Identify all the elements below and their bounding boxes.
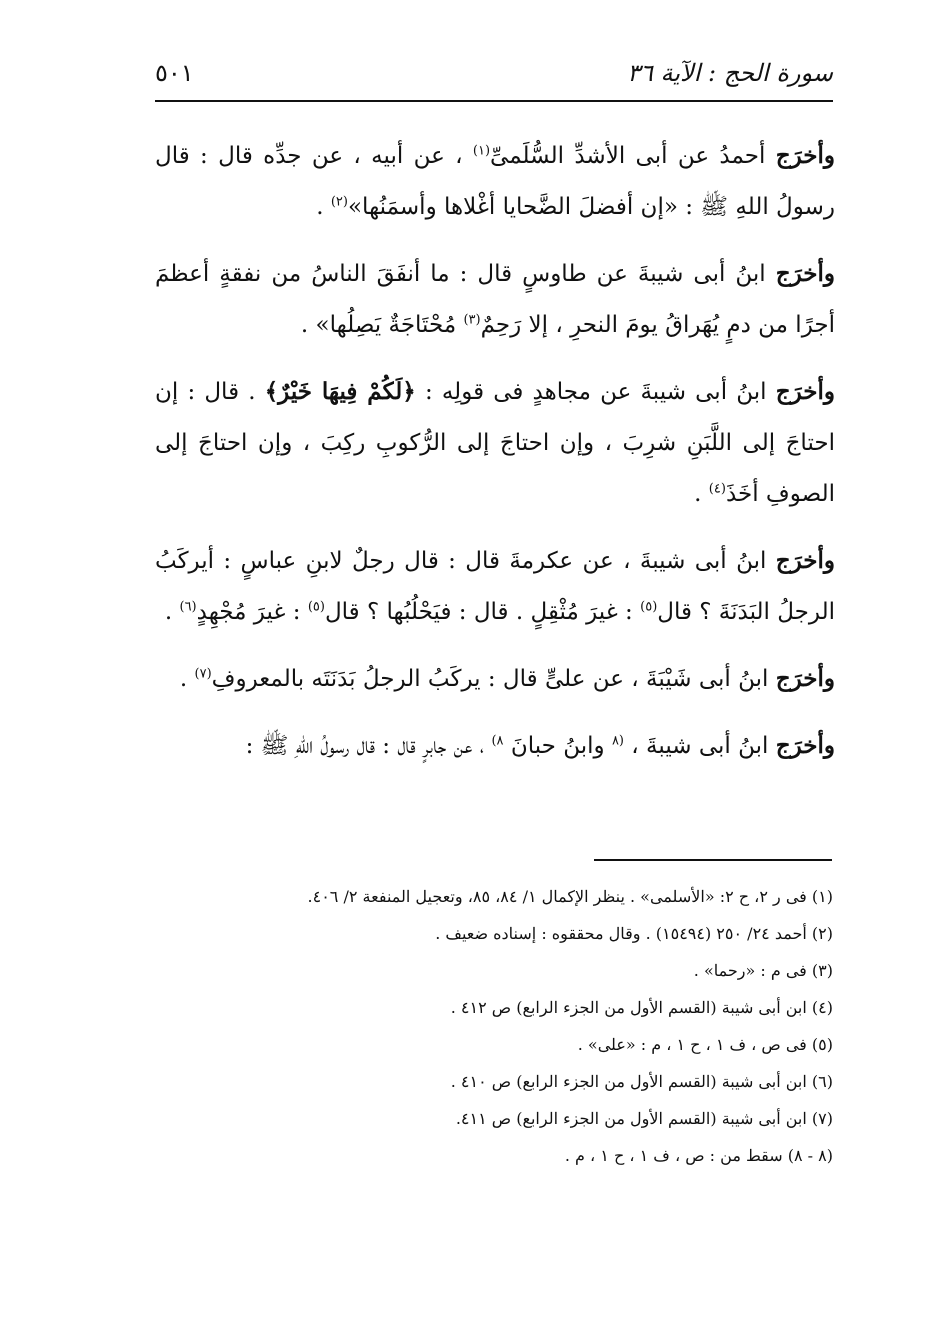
footnote-reference: (٧): [194, 666, 212, 682]
text-run: ابنُ أبى شيبةَ عن طاوسٍ قال : ما أنفَقَ الناسُ من نفقةٍ أعظمَ أجرًا من دمٍ يُهَراقُ يومَ النحرِ ، إلا رَحِمٌ: [155, 261, 835, 338]
footnote-reference: (٥): [307, 599, 325, 615]
text-run: وابنُ حبانَ: [503, 733, 612, 759]
footnote-separator: [594, 859, 832, 861]
paragraph-lead-word: وأخرَج: [775, 260, 835, 287]
header-title: سورة الحج : الآية ٣٦: [627, 59, 833, 87]
footnote-reference: (١): [472, 143, 491, 159]
text-run: ابنُ أبى شيبةَ ، عن عكرمةَ قال : قال رجلٌ لابنِ عباسٍ : أيركَبُ الرجلُ البَدَنَةَ ؟ قال: [155, 548, 835, 625]
footnote-reference: ٨): [491, 733, 504, 749]
quran-quote: ﴿لَكُمْ فِيهَا خَيْرٌ﴾: [264, 378, 416, 405]
main-text: [155, 130, 835, 787]
text-run: ، عن جابرٍ قال : قال رسولُ اللهِ ﷺ :: [245, 733, 492, 759]
paragraph: [155, 653, 835, 705]
footnote-reference: (٦): [179, 599, 197, 615]
text-run: .: [316, 194, 331, 220]
footnote: (٦) ابن أبى شيبة (القسم الأول من الجزء الرابع) ص ٤١٠ .: [450, 1072, 833, 1091]
paragraph-lead-word: وأخرَج: [775, 142, 835, 169]
footnote-reference: (٢): [330, 194, 348, 210]
paragraph-lead-word: وأخرَج: [775, 378, 835, 405]
paragraph: [155, 248, 835, 351]
text-run: ، عن أبيه ، عن جدِّه قال : قال رسولُ اللهِ ﷺ : «إن أفضلَ الضَّحايا أغْلاها وأسمَنُها»: [155, 143, 835, 220]
text-run: .: [179, 666, 195, 692]
footnote: (٣) فى م : «رحما» .: [693, 961, 833, 980]
footnote: (٢) أحمد ٢٤/ ٢٥٠ (١٥٤٩٤) . وقال محققوه : إسناده ضعيف .: [435, 924, 833, 943]
paragraph: [155, 720, 835, 772]
text-run: .: [164, 599, 180, 625]
paragraph-lead-word: وأخرَج: [775, 665, 835, 692]
running-header: [155, 48, 833, 98]
footnote: (١) فى ر ٢، ح ٢: «الأسلمى» . ينظر الإكمال ١/ ٨٤، ٨٥، وتعجيل المنفعة ٢/ ٤٠٦.: [307, 887, 833, 906]
text-run: : غيرَ مُثْقِلٍ . قال : فيَحْلُبُها ؟ قال: [324, 599, 641, 625]
paragraph-lead-word: وأخرَج: [775, 732, 835, 759]
footnote-reference: (٨: [611, 733, 624, 749]
header-rule: [155, 100, 833, 102]
text-run: . قال : إن احتاجَ إلى اللَّبَنِ شرِبَ ، وإن احتاجَ إلى الرُّكوبِ ركِبَ ، وإن احتاجَ إلى الصوفِ أخَذَ: [155, 379, 835, 507]
text-run: : غيرَ مُجْهِدٍ: [196, 599, 308, 625]
footnote: (٨ - ٨) سقط من : ص ، ف ١ ، ح ١ ، م .: [564, 1146, 833, 1165]
paragraph: [155, 366, 835, 520]
paragraph: [155, 130, 835, 233]
text-run: أحمدُ عن أبى الأشدِّ السُّلَمىِّ: [490, 143, 776, 169]
footnote: (٥) فى ص ، ف ١ ، ح ١ ، م : «على» .: [577, 1035, 833, 1054]
text-run: ابنُ أبى شيبةَ عن مجاهدٍ فى قولِه :: [415, 379, 776, 405]
paragraph-lead-word: وأخرَج: [775, 547, 835, 574]
paragraph: [155, 535, 835, 638]
text-run: مُحْتَاجَةٌ يَصِلُها» .: [300, 312, 464, 338]
text-run: ابنُ أبى شيبةَ ،: [624, 733, 776, 759]
footnote-reference: (٥): [640, 599, 658, 615]
page-number: ٥٠١: [155, 59, 194, 87]
text-run: ابنُ أبى شَيْبَةَ ، عن علىٍّ قال : يركَبُ الرجلُ بَدَنَتَه بالمعروفِ: [211, 666, 776, 692]
footnote: (٧) ابن أبى شيبة (القسم الأول من الجزء الرابع) ص ٤١١.: [455, 1109, 833, 1128]
text-run: .: [694, 481, 709, 507]
footnotes-section: [155, 878, 833, 1174]
footnote-reference: (٣): [463, 312, 481, 328]
footnote: (٤) ابن أبى شيبة (القسم الأول من الجزء الرابع) ص ٤١٢ .: [450, 998, 833, 1017]
footnote-reference: (٤): [708, 481, 726, 497]
